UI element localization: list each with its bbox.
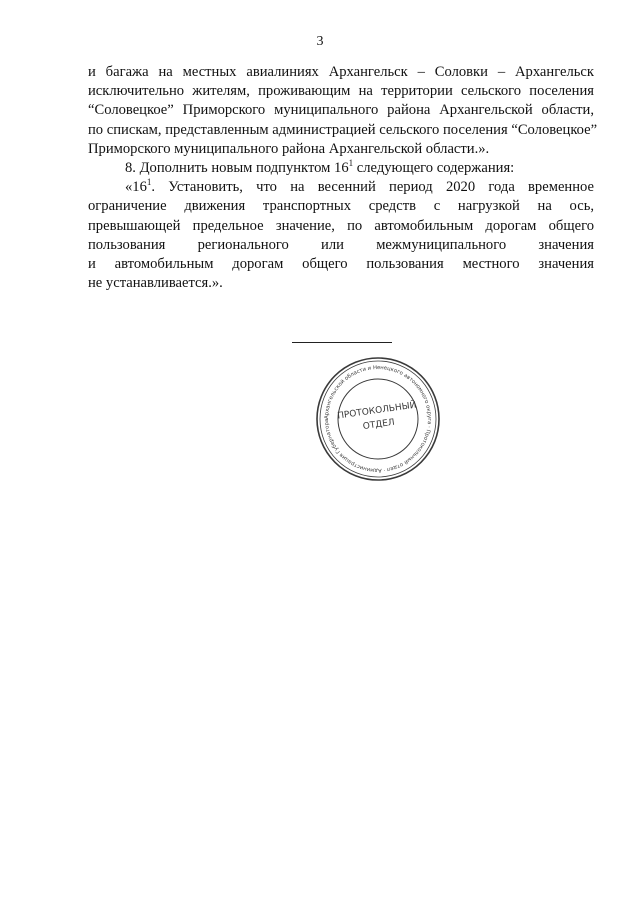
text-line: и автомобильным дорогам общего пользования местного значения xyxy=(88,255,594,272)
item-8-text: 8. Дополнить новым подпунктом 16 xyxy=(125,159,349,176)
text-line: ограничение движения транспортных средств с нагрузкой на ось, xyxy=(88,198,594,215)
subitem-16-1-text: . Установить, что на весенний период 2020 года временное xyxy=(151,179,594,196)
item-8-line xyxy=(88,159,594,178)
stamp-ring-text: Архангельской области и Ненецкого автономного округа · Протокольный отдел · Администрация Губернатора xyxy=(323,364,433,474)
subitem-16-1-superscript: 1 xyxy=(146,177,152,188)
text-line: Приморского муниципального района Архангельской области.». xyxy=(88,140,490,157)
text-line: не устанавливается.». xyxy=(88,275,223,292)
stamp-center-line-2: ОТДЕЛ xyxy=(362,417,396,433)
subitem-16-1-open: «16 xyxy=(125,179,147,196)
stamp-center-line-1: ПРОТОКОЛЬНЫЙ xyxy=(336,400,418,422)
item-8-superscript: 1 xyxy=(348,157,354,168)
text-line: “Соловецкое” Приморского муниципального района Архангельской области, xyxy=(88,102,594,119)
item-8-text-tail: следующего содержания: xyxy=(353,159,515,176)
document-body xyxy=(88,63,598,293)
separator-line xyxy=(292,342,392,343)
text-line: превышающей предельное значение, по автомобильным дорогам общего xyxy=(88,217,594,234)
page-number: 3 xyxy=(316,34,324,49)
protocol-department-stamp xyxy=(314,355,442,483)
text-line: и багажа на местных авиалиниях Архангельск – Соловки – Архангельск xyxy=(88,64,594,80)
text-line: пользования регионального или межмуниципального значения xyxy=(88,236,594,253)
subitem-16-1-line xyxy=(88,178,594,197)
text-line: по спискам, представленным администрацией сельского поселения “Соловецкое” xyxy=(88,121,598,138)
text-line: исключительно жителям, проживающим на территории сельского поселения xyxy=(88,83,594,100)
